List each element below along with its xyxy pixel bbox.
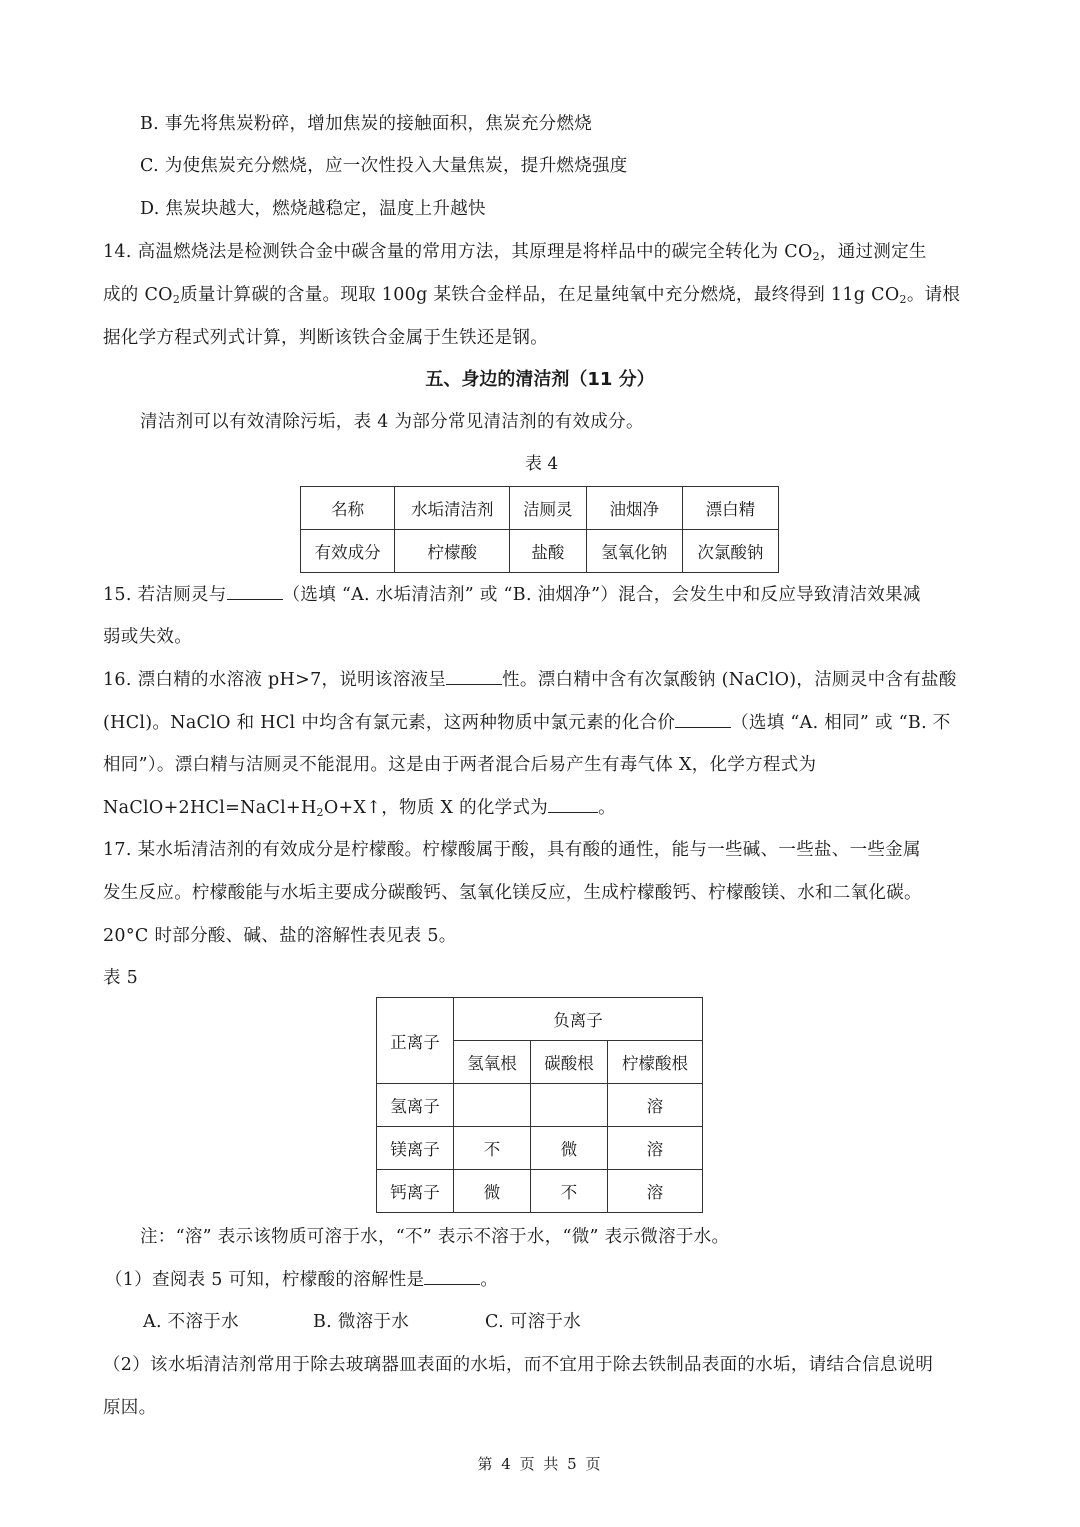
q15-text: （选填 “A. 水垢清洁剂” 或 “B. 油烟净”）混合，会发生中和反应导致清洁效果减 [282,585,921,605]
q16-line-2 [103,711,951,735]
q13-option-d: D. 焦炭块越大，燃烧越稳定，温度上升越快 [140,199,486,219]
table-cell: 油烟净 [586,487,682,530]
table-row [377,1084,703,1127]
subscript: 2 [899,293,907,306]
table-cell [531,1084,608,1127]
table-cell: 镁离子 [377,1127,454,1170]
q16-line-1 [103,668,957,692]
q14-line-2 [103,283,960,307]
sub1-option-a[interactable]: A. 不溶于水 [143,1312,239,1332]
sub2-line-2: 原因。 [103,1398,157,1418]
table-cell: 氢氧化钠 [586,530,682,573]
q16-line-3: 相同”）。漂白精与洁厕灵不能混用。这是由于两者混合后易产生有毒气体 X，化学方程式为 [103,755,817,775]
q14-line-3: 据化学方程式列式计算，判断该铁合金属于生铁还是钢。 [103,328,548,348]
section-intro: 清洁剂可以有效清除污垢，表 4 为部分常见清洁剂的有效成分。 [140,412,644,432]
q14-text: 质量计算碳的含量。现取 100g 某铁合金样品，在足量纯氧中充分燃烧，最终得到 11g CO [180,285,900,305]
q17-line-1: 17. 某水垢清洁剂的有效成分是柠檬酸。柠檬酸属于酸，具有酸的通性，能与一些碱、一些盐、一些金属 [103,840,921,860]
answer-blank[interactable] [424,1268,480,1285]
q13-option-b: B. 事先将焦炭粉碎，增加焦炭的接触面积，焦炭充分燃烧 [140,114,593,134]
subscript: 2 [316,806,324,819]
q16-text: (HCl)。NaClO 和 HCl 中均含有氯元素，这两种物质中氯元素的化合价 [103,713,676,733]
answer-blank[interactable] [548,796,598,813]
answer-blank[interactable] [227,583,283,600]
answer-blank[interactable] [446,668,502,685]
q16-text: NaClO+2HCl=NaCl+H [103,798,317,818]
table-cell: 次氯酸钠 [682,530,778,573]
table-cell: 水垢清洁剂 [395,487,510,530]
table-header-cell: 氢氧根 [454,1041,531,1084]
q16-text: 性。漂白精中含有次氯酸钠 (NaClO)，洁厕灵中含有盐酸 [502,670,957,690]
answer-blank[interactable] [675,711,731,728]
q17-line-2: 发生反应。柠檬酸能与水垢主要成分碳酸钙、氢氧化镁反应，生成柠檬酸钙、柠檬酸镁、水和二氧化碳。 [103,883,922,903]
table-header-cell: 柠檬酸根 [608,1041,703,1084]
table-row [301,487,779,530]
sub2-line-1: （2）该水垢清洁剂常用于除去玻璃器皿表面的水垢，而不宜用于除去铁制品表面的水垢，请结合信息说明 [103,1355,934,1375]
table-4 [300,486,779,573]
subscript: 2 [172,293,181,306]
q16-line-4 [103,796,616,820]
table-cell: 溶 [608,1170,703,1213]
q15-line-1 [103,583,921,607]
table-cell: 洁厕灵 [510,487,586,530]
q14-text: ，通过测定生 [819,242,927,262]
q13-option-c: C. 为使焦炭充分燃烧，应一次性投入大量焦炭，提升燃烧强度 [140,156,628,176]
table-row [301,530,779,573]
table-cell: 氢离子 [377,1084,454,1127]
q17-line-3: 20°C 时部分酸、碱、盐的溶解性表见表 5。 [103,926,457,946]
q14-line-1 [103,240,927,264]
table-cell: 溶 [608,1084,703,1127]
table-cell [454,1084,531,1127]
sub1-text: 。 [480,1270,499,1290]
table-cell: 微 [454,1170,531,1213]
q16-text: （选填 “A. 相同” 或 “B. 不 [731,713,951,733]
table-cell: 钙离子 [377,1170,454,1213]
table-row [377,998,703,1041]
q16-text: O+X↑，物质 X 的化学式为 [323,798,549,818]
table-cell: 盐酸 [510,530,586,573]
sub1-question [105,1268,498,1292]
sub1-option-c[interactable]: C. 可溶于水 [485,1312,581,1332]
table-cell: 微 [531,1127,608,1170]
table4-caption: 表 4 [525,454,559,474]
table-cell: 柠檬酸 [395,530,510,573]
q14-text: 14. 高温燃烧法是检测铁合金中碳含量的常用方法，其原理是将样品中的碳完全转化为 CO [103,242,813,262]
subscript: 2 [812,250,820,263]
table-cell: 有效成分 [301,530,395,573]
table-note: 注：“溶” 表示该物质可溶于水，“不” 表示不溶于水，“微” 表示微溶于水。 [140,1227,730,1247]
table-corner-cell: 正离子 [377,998,454,1084]
q15-text: 15. 若洁厕灵与 [103,585,227,605]
table-cell: 不 [454,1127,531,1170]
table-row [377,1127,703,1170]
table5-caption: 表 5 [103,968,139,988]
table-header-cell: 碳酸根 [531,1041,608,1084]
table-cell: 漂白精 [682,487,778,530]
table-row [377,1170,703,1213]
table-cell: 溶 [608,1127,703,1170]
table-cell: 名称 [301,487,395,530]
page-number: 第 4 页 共 5 页 [477,1455,603,1473]
q14-text: 成的 CO [103,285,173,305]
q14-text: 。请根 [906,285,961,305]
table-cell: 不 [531,1170,608,1213]
sub1-text: （1）查阅表 5 可知，柠檬酸的溶解性是 [105,1270,425,1290]
q15-line-2: 弱或失效。 [103,627,192,647]
q16-text: 。 [598,798,616,818]
q16-text: 16. 漂白精的水溶液 pH>7，说明该溶液呈 [103,670,447,690]
table-header-cell: 负离子 [454,998,703,1041]
table-5 [376,997,703,1213]
sub1-option-b[interactable]: B. 微溶于水 [313,1312,410,1332]
section-title: 五、身边的清洁剂（11 分） [425,369,655,390]
